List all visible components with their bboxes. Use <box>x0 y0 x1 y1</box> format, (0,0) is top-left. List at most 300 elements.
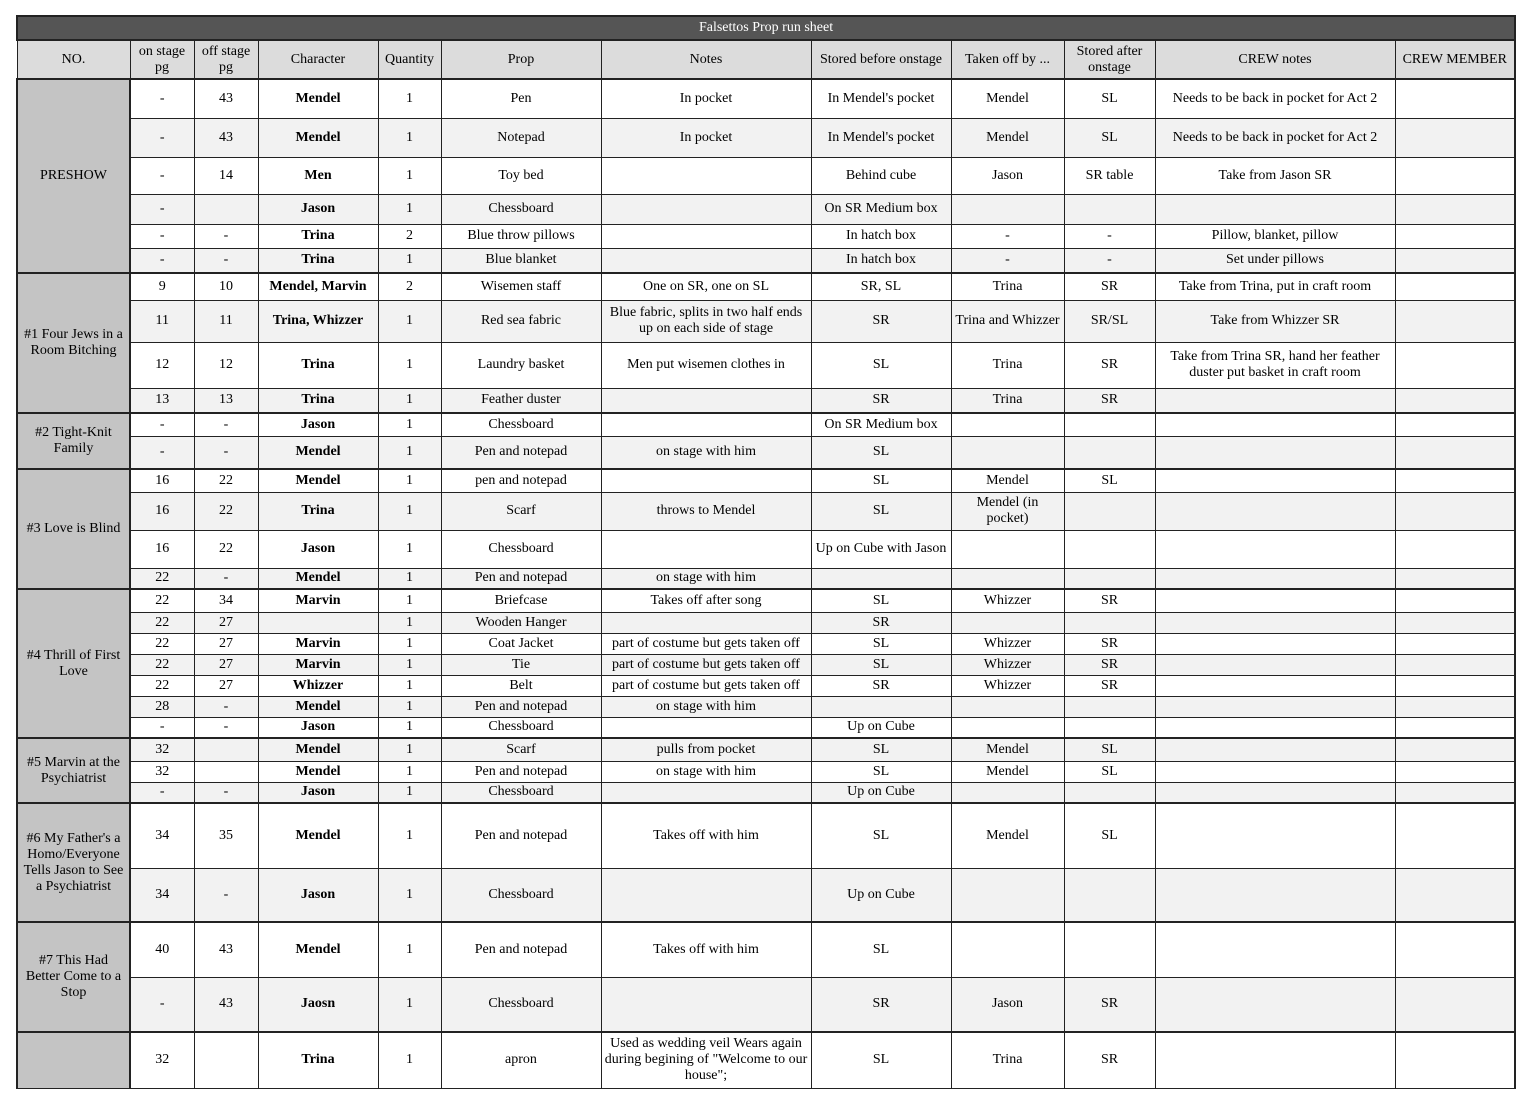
notes-cell <box>601 612 811 633</box>
stored-before-cell: SR <box>811 675 951 696</box>
prop-cell: apron <box>441 1032 601 1088</box>
off-stage-pg-cell: 27 <box>194 654 258 675</box>
character-cell: Jason <box>258 782 378 803</box>
stored-before-cell: SR <box>811 300 951 342</box>
crew-notes-cell <box>1155 492 1395 530</box>
crew-notes-cell <box>1155 413 1395 436</box>
taken-off-by-cell: Mendel (in pocket) <box>951 492 1064 530</box>
notes-cell: One on SR, one on SL <box>601 273 811 300</box>
notes-cell <box>601 413 811 436</box>
prop-cell: Red sea fabric <box>441 300 601 342</box>
taken-off-by-cell <box>951 194 1064 224</box>
off-stage-pg-cell: - <box>194 224 258 248</box>
character-cell: Mendel <box>258 803 378 868</box>
prop-cell: Tie <box>441 654 601 675</box>
column-header-crew-member: CREW MEMBER <box>1395 40 1515 79</box>
stored-after-cell <box>1064 530 1155 568</box>
quantity-cell: 1 <box>378 696 441 717</box>
stored-before-cell: SL <box>811 342 951 388</box>
stored-after-cell <box>1064 568 1155 589</box>
crew-notes-cell <box>1155 469 1395 492</box>
off-stage-pg-cell: 22 <box>194 469 258 492</box>
table-row <box>17 589 1515 612</box>
crew-notes-cell <box>1155 717 1395 738</box>
quantity-cell: 2 <box>378 224 441 248</box>
character-cell: Men <box>258 157 378 194</box>
quantity-cell: 1 <box>378 248 441 273</box>
table-row <box>17 194 1515 224</box>
off-stage-pg-cell: 13 <box>194 388 258 413</box>
crew-member-cell <box>1395 248 1515 273</box>
prop-cell: Notepad <box>441 118 601 157</box>
quantity-cell: 1 <box>378 568 441 589</box>
taken-off-by-cell: Whizzer <box>951 589 1064 612</box>
notes-cell <box>601 782 811 803</box>
notes-cell: Used as wedding veil Wears again during begining of "Welcome to our house"; <box>601 1032 811 1088</box>
crew-notes-cell <box>1155 194 1395 224</box>
quantity-cell: 1 <box>378 803 441 868</box>
stored-after-cell: SR <box>1064 273 1155 300</box>
on-stage-pg-cell: - <box>130 224 194 248</box>
stored-before-cell <box>811 568 951 589</box>
taken-off-by-cell: Jason <box>951 157 1064 194</box>
off-stage-pg-cell: 27 <box>194 633 258 654</box>
column-header-on-stage-pg: on stage pg <box>130 40 194 79</box>
off-stage-pg-cell: - <box>194 436 258 469</box>
table-row <box>17 248 1515 273</box>
on-stage-pg-cell: 22 <box>130 633 194 654</box>
on-stage-pg-cell: 13 <box>130 388 194 413</box>
on-stage-pg-cell: - <box>130 436 194 469</box>
prop-cell: Scarf <box>441 492 601 530</box>
song-number-cell: #2 Tight-Knit Family <box>17 413 130 469</box>
table-row <box>17 436 1515 469</box>
prop-cell: Pen and notepad <box>441 696 601 717</box>
table-row <box>17 492 1515 530</box>
quantity-cell: 1 <box>378 1032 441 1088</box>
notes-cell <box>601 248 811 273</box>
quantity-cell: 1 <box>378 761 441 782</box>
table-row <box>17 612 1515 633</box>
column-header-row <box>17 40 1515 79</box>
column-header-character: Character <box>258 40 378 79</box>
quantity-cell: 1 <box>378 157 441 194</box>
stored-before-cell <box>811 696 951 717</box>
taken-off-by-cell: Trina <box>951 342 1064 388</box>
table-row <box>17 300 1515 342</box>
crew-member-cell <box>1395 922 1515 977</box>
crew-member-cell <box>1395 194 1515 224</box>
on-stage-pg-cell: - <box>130 118 194 157</box>
column-header-taken-off-by: Taken off by ... <box>951 40 1064 79</box>
stored-before-cell: SL <box>811 761 951 782</box>
table-row <box>17 803 1515 868</box>
character-cell: Jason <box>258 868 378 922</box>
crew-member-cell <box>1395 868 1515 922</box>
notes-cell <box>601 977 811 1032</box>
quantity-cell: 1 <box>378 79 441 118</box>
column-header-stored-after: Stored after onstage <box>1064 40 1155 79</box>
notes-cell: Takes off after song <box>601 589 811 612</box>
stored-after-cell: SR <box>1064 589 1155 612</box>
notes-cell: In pocket <box>601 79 811 118</box>
quantity-cell: 1 <box>378 118 441 157</box>
quantity-cell: 1 <box>378 492 441 530</box>
taken-off-by-cell: Mendel <box>951 469 1064 492</box>
stored-before-cell: On SR Medium box <box>811 194 951 224</box>
quantity-cell: 1 <box>378 589 441 612</box>
crew-member-cell <box>1395 568 1515 589</box>
crew-notes-cell <box>1155 922 1395 977</box>
off-stage-pg-cell: 35 <box>194 803 258 868</box>
taken-off-by-cell: Trina <box>951 1032 1064 1088</box>
notes-cell: pulls from pocket <box>601 738 811 761</box>
stored-after-cell: SL <box>1064 738 1155 761</box>
crew-member-cell <box>1395 300 1515 342</box>
off-stage-pg-cell: - <box>194 413 258 436</box>
stored-after-cell: SL <box>1064 79 1155 118</box>
table-row <box>17 977 1515 1032</box>
prop-cell: Chessboard <box>441 194 601 224</box>
crew-notes-cell <box>1155 868 1395 922</box>
on-stage-pg-cell: 22 <box>130 612 194 633</box>
character-cell: Trina <box>258 342 378 388</box>
crew-member-cell <box>1395 1032 1515 1088</box>
table-row <box>17 738 1515 761</box>
quantity-cell: 1 <box>378 738 441 761</box>
character-cell: Jaosn <box>258 977 378 1032</box>
table-row <box>17 868 1515 922</box>
table-row <box>17 922 1515 977</box>
column-header-off-stage-pg: off stage pg <box>194 40 258 79</box>
table-row <box>17 696 1515 717</box>
stored-before-cell: SL <box>811 654 951 675</box>
stored-before-cell: SL <box>811 492 951 530</box>
off-stage-pg-cell: 22 <box>194 530 258 568</box>
quantity-cell: 1 <box>378 922 441 977</box>
table-row <box>17 633 1515 654</box>
prop-cell: Blue throw pillows <box>441 224 601 248</box>
taken-off-by-cell: Trina and Whizzer <box>951 300 1064 342</box>
taken-off-by-cell <box>951 922 1064 977</box>
character-cell: Jason <box>258 530 378 568</box>
prop-cell: Blue blanket <box>441 248 601 273</box>
notes-cell: throws to Mendel <box>601 492 811 530</box>
stored-before-cell: In Mendel's pocket <box>811 79 951 118</box>
on-stage-pg-cell: 22 <box>130 568 194 589</box>
stored-before-cell: SL <box>811 803 951 868</box>
taken-off-by-cell: - <box>951 248 1064 273</box>
on-stage-pg-cell: - <box>130 977 194 1032</box>
crew-notes-cell <box>1155 738 1395 761</box>
song-number-cell <box>17 1032 130 1088</box>
notes-cell <box>601 868 811 922</box>
off-stage-pg-cell: 12 <box>194 342 258 388</box>
taken-off-by-cell: Jason <box>951 977 1064 1032</box>
table-row <box>17 654 1515 675</box>
crew-member-cell <box>1395 157 1515 194</box>
stored-after-cell: SL <box>1064 118 1155 157</box>
off-stage-pg-cell: - <box>194 568 258 589</box>
prop-cell: Coat Jacket <box>441 633 601 654</box>
crew-member-cell <box>1395 977 1515 1032</box>
taken-off-by-cell <box>951 436 1064 469</box>
taken-off-by-cell: - <box>951 224 1064 248</box>
stored-after-cell <box>1064 868 1155 922</box>
stored-after-cell: SR table <box>1064 157 1155 194</box>
quantity-cell: 1 <box>378 612 441 633</box>
notes-cell: Takes off with him <box>601 803 811 868</box>
stored-before-cell: SL <box>811 1032 951 1088</box>
table-row <box>17 469 1515 492</box>
crew-notes-cell <box>1155 633 1395 654</box>
character-cell: Jason <box>258 194 378 224</box>
notes-cell <box>601 717 811 738</box>
stored-before-cell: SL <box>811 436 951 469</box>
table-row <box>17 224 1515 248</box>
on-stage-pg-cell: 28 <box>130 696 194 717</box>
stored-after-cell <box>1064 696 1155 717</box>
stored-before-cell: SR, SL <box>811 273 951 300</box>
character-cell: Jason <box>258 717 378 738</box>
quantity-cell: 1 <box>378 469 441 492</box>
table-row <box>17 675 1515 696</box>
prop-cell: Pen and notepad <box>441 436 601 469</box>
prop-cell: Chessboard <box>441 413 601 436</box>
prop-cell: Chessboard <box>441 868 601 922</box>
notes-cell: part of costume but gets taken off <box>601 633 811 654</box>
on-stage-pg-cell: 16 <box>130 492 194 530</box>
crew-notes-cell: Needs to be back in pocket for Act 2 <box>1155 79 1395 118</box>
column-header-stored-before: Stored before onstage <box>811 40 951 79</box>
prop-cell: Feather duster <box>441 388 601 413</box>
on-stage-pg-cell: - <box>130 717 194 738</box>
crew-member-cell <box>1395 79 1515 118</box>
taken-off-by-cell: Mendel <box>951 79 1064 118</box>
on-stage-pg-cell: - <box>130 157 194 194</box>
on-stage-pg-cell: 22 <box>130 654 194 675</box>
off-stage-pg-cell: 34 <box>194 589 258 612</box>
song-number-cell: #3 Love is Blind <box>17 469 130 589</box>
taken-off-by-cell: Mendel <box>951 738 1064 761</box>
crew-member-cell <box>1395 118 1515 157</box>
on-stage-pg-cell: 16 <box>130 530 194 568</box>
stored-after-cell <box>1064 782 1155 803</box>
crew-member-cell <box>1395 413 1515 436</box>
prop-run-sheet-table <box>16 15 1516 1089</box>
stored-after-cell: SR <box>1064 977 1155 1032</box>
off-stage-pg-cell: 22 <box>194 492 258 530</box>
quantity-cell: 1 <box>378 654 441 675</box>
notes-cell: part of costume but gets taken off <box>601 654 811 675</box>
crew-notes-cell <box>1155 782 1395 803</box>
on-stage-pg-cell: 32 <box>130 1032 194 1088</box>
crew-notes-cell <box>1155 568 1395 589</box>
table-row <box>17 342 1515 388</box>
off-stage-pg-cell <box>194 194 258 224</box>
notes-cell: Takes off with him <box>601 922 811 977</box>
notes-cell <box>601 194 811 224</box>
quantity-cell: 1 <box>378 717 441 738</box>
quantity-cell: 1 <box>378 436 441 469</box>
notes-cell <box>601 530 811 568</box>
column-header-quantity: Quantity <box>378 40 441 79</box>
crew-member-cell <box>1395 803 1515 868</box>
song-number-cell: #6 My Father's a Homo/Everyone Tells Jason to See a Psychiatrist <box>17 803 130 922</box>
crew-notes-cell <box>1155 654 1395 675</box>
prop-cell: Pen and notepad <box>441 761 601 782</box>
crew-notes-cell: Take from Trina, put in craft room <box>1155 273 1395 300</box>
stored-before-cell: SL <box>811 922 951 977</box>
stored-before-cell: Up on Cube <box>811 717 951 738</box>
taken-off-by-cell: Whizzer <box>951 675 1064 696</box>
notes-cell: on stage with him <box>601 696 811 717</box>
prop-cell: Pen and notepad <box>441 803 601 868</box>
off-stage-pg-cell: - <box>194 248 258 273</box>
prop-cell: Chessboard <box>441 530 601 568</box>
notes-cell: on stage with him <box>601 761 811 782</box>
stored-after-cell: SR <box>1064 633 1155 654</box>
notes-cell <box>601 157 811 194</box>
stored-before-cell: Up on Cube with Jason <box>811 530 951 568</box>
table-row <box>17 717 1515 738</box>
taken-off-by-cell: Mendel <box>951 761 1064 782</box>
character-cell: Trina <box>258 248 378 273</box>
quantity-cell: 1 <box>378 388 441 413</box>
on-stage-pg-cell: 34 <box>130 803 194 868</box>
song-number-cell: #7 This Had Better Come to a Stop <box>17 922 130 1032</box>
crew-member-cell <box>1395 738 1515 761</box>
table-row <box>17 568 1515 589</box>
on-stage-pg-cell: 22 <box>130 589 194 612</box>
crew-notes-cell: Take from Trina SR, hand her feather duster put basket in craft room <box>1155 342 1395 388</box>
stored-after-cell: SR <box>1064 342 1155 388</box>
song-number-cell: #1 Four Jews in a Room Bitching <box>17 273 130 413</box>
character-cell: Mendel <box>258 761 378 782</box>
song-number-cell: #5 Marvin at the Psychiatrist <box>17 738 130 803</box>
notes-cell <box>601 224 811 248</box>
crew-notes-cell <box>1155 803 1395 868</box>
notes-cell: on stage with him <box>601 436 811 469</box>
table-row <box>17 761 1515 782</box>
stored-before-cell: SL <box>811 469 951 492</box>
off-stage-pg-cell: 43 <box>194 118 258 157</box>
crew-notes-cell: Pillow, blanket, pillow <box>1155 224 1395 248</box>
crew-notes-cell <box>1155 675 1395 696</box>
quantity-cell: 1 <box>378 868 441 922</box>
on-stage-pg-cell: 32 <box>130 761 194 782</box>
stored-before-cell: Behind cube <box>811 157 951 194</box>
off-stage-pg-cell: 43 <box>194 922 258 977</box>
notes-cell <box>601 388 811 413</box>
character-cell: Mendel, Marvin <box>258 273 378 300</box>
stored-before-cell: Up on Cube <box>811 782 951 803</box>
crew-notes-cell: Take from Jason SR <box>1155 157 1395 194</box>
character-cell: Trina <box>258 492 378 530</box>
stored-before-cell: SL <box>811 738 951 761</box>
prop-cell: Pen and notepad <box>441 568 601 589</box>
crew-notes-cell <box>1155 530 1395 568</box>
taken-off-by-cell: Whizzer <box>951 633 1064 654</box>
notes-cell: on stage with him <box>601 568 811 589</box>
taken-off-by-cell: Trina <box>951 388 1064 413</box>
character-cell <box>258 612 378 633</box>
off-stage-pg-cell <box>194 738 258 761</box>
stored-before-cell: In hatch box <box>811 248 951 273</box>
prop-cell: Chessboard <box>441 717 601 738</box>
off-stage-pg-cell: 10 <box>194 273 258 300</box>
notes-cell: Blue fabric, splits in two half ends up on each side of stage <box>601 300 811 342</box>
prop-cell: Chessboard <box>441 782 601 803</box>
stored-after-cell <box>1064 492 1155 530</box>
stored-after-cell: SL <box>1064 761 1155 782</box>
prop-cell: Chessboard <box>441 977 601 1032</box>
quantity-cell: 1 <box>378 300 441 342</box>
prop-cell: Belt <box>441 675 601 696</box>
taken-off-by-cell: Mendel <box>951 803 1064 868</box>
taken-off-by-cell <box>951 696 1064 717</box>
crew-member-cell <box>1395 530 1515 568</box>
quantity-cell: 1 <box>378 675 441 696</box>
character-cell: Mendel <box>258 696 378 717</box>
stored-after-cell: SL <box>1064 803 1155 868</box>
stored-after-cell <box>1064 922 1155 977</box>
stored-after-cell <box>1064 194 1155 224</box>
stored-after-cell: SR <box>1064 654 1155 675</box>
stored-before-cell: On SR Medium box <box>811 413 951 436</box>
on-stage-pg-cell: 40 <box>130 922 194 977</box>
song-number-cell: #4 Thrill of First Love <box>17 589 130 738</box>
table-row <box>17 1032 1515 1088</box>
stored-after-cell: SR/SL <box>1064 300 1155 342</box>
off-stage-pg-cell: - <box>194 717 258 738</box>
prop-cell: Toy bed <box>441 157 601 194</box>
prop-cell: pen and notepad <box>441 469 601 492</box>
stored-after-cell: - <box>1064 224 1155 248</box>
on-stage-pg-cell: - <box>130 782 194 803</box>
off-stage-pg-cell: 43 <box>194 977 258 1032</box>
stored-after-cell: SR <box>1064 675 1155 696</box>
on-stage-pg-cell: - <box>130 413 194 436</box>
on-stage-pg-cell: 12 <box>130 342 194 388</box>
character-cell: Mendel <box>258 436 378 469</box>
taken-off-by-cell: Whizzer <box>951 654 1064 675</box>
table-row <box>17 118 1515 157</box>
column-header-notes: Notes <box>601 40 811 79</box>
notes-cell: In pocket <box>601 118 811 157</box>
crew-member-cell <box>1395 224 1515 248</box>
stored-before-cell: SR <box>811 977 951 1032</box>
quantity-cell: 1 <box>378 633 441 654</box>
stored-after-cell <box>1064 717 1155 738</box>
character-cell: Trina <box>258 388 378 413</box>
crew-member-cell <box>1395 273 1515 300</box>
crew-notes-cell <box>1155 436 1395 469</box>
stored-before-cell: SR <box>811 388 951 413</box>
crew-member-cell <box>1395 675 1515 696</box>
quantity-cell: 1 <box>378 977 441 1032</box>
character-cell: Marvin <box>258 589 378 612</box>
column-header-no: NO. <box>17 40 130 79</box>
stored-after-cell: SR <box>1064 388 1155 413</box>
crew-notes-cell: Take from Whizzer SR <box>1155 300 1395 342</box>
on-stage-pg-cell: 9 <box>130 273 194 300</box>
off-stage-pg-cell: 11 <box>194 300 258 342</box>
character-cell: Mendel <box>258 568 378 589</box>
column-header-crew-notes: CREW notes <box>1155 40 1395 79</box>
taken-off-by-cell <box>951 612 1064 633</box>
quantity-cell: 1 <box>378 342 441 388</box>
